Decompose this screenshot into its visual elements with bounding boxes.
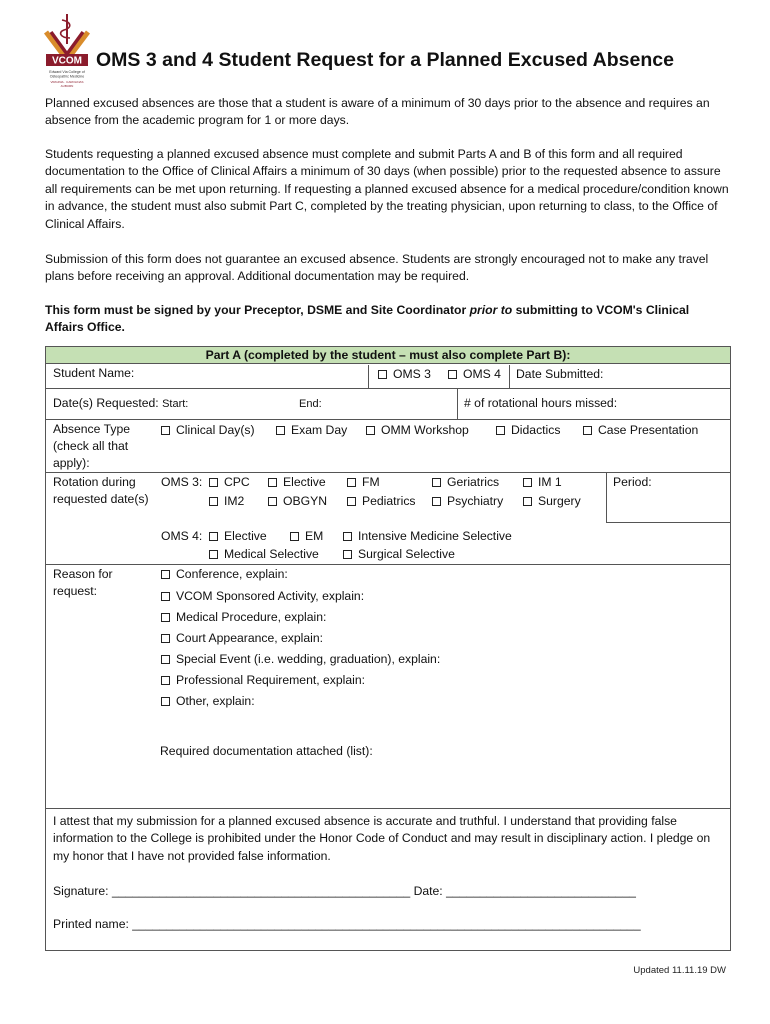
checkbox-icon — [268, 497, 277, 506]
rotation-obgyn-checkbox[interactable]: OBGYN — [268, 493, 327, 510]
rotation-surgery-checkbox[interactable]: Surgery — [523, 493, 581, 510]
svg-text:AUBURN: AUBURN — [60, 84, 74, 88]
checkbox-icon — [209, 497, 218, 506]
oms3-checkbox[interactable]: OMS 3 — [378, 366, 431, 383]
checkbox-icon — [496, 426, 505, 435]
checkbox-icon — [161, 676, 170, 685]
svg-text:Edward Via College of: Edward Via College of — [49, 70, 85, 74]
checkbox-icon — [583, 426, 592, 435]
absence-case-presentation-checkbox[interactable]: Case Presentation — [583, 422, 698, 439]
rotation-surgical-selective-checkbox[interactable]: Surgical Selective — [343, 546, 455, 563]
reason-medical-procedure-checkbox[interactable]: Medical Procedure, explain: — [161, 609, 326, 626]
period-label: Period: — [613, 475, 652, 489]
reason-vcom-activity-checkbox[interactable]: VCOM Sponsored Activity, explain: — [161, 588, 364, 605]
printed-name-line[interactable]: Printed name: ___________________________________________________________________________ — [53, 917, 641, 931]
oms3-rotation-label: OMS 3: — [161, 475, 203, 489]
rotation-psychiatry-checkbox[interactable]: Psychiatry — [432, 493, 503, 510]
signature-line[interactable]: Signature: ____________________________________________ Date: ____________________________ — [53, 884, 636, 898]
checkbox-icon — [161, 613, 170, 622]
checkbox-icon — [366, 426, 375, 435]
checkbox-icon — [161, 634, 170, 643]
oms4-checkbox[interactable]: OMS 4 — [448, 366, 501, 383]
rotation-geriatrics-checkbox[interactable]: Geriatrics — [432, 474, 499, 491]
signing-note: This form must be signed by your Preceptor, DSME and Site Coordinator prior to submitting to VCOM's Clinical Affairs Office. — [45, 303, 690, 335]
intro-paragraph-3: Submission of this form does not guarantee an excused absence. Students are strongly encouraged not to make any travel plans before receiving an approval. Additional documentation may be required. — [45, 252, 709, 284]
reason-conference-checkbox[interactable]: Conference, explain: — [161, 566, 288, 583]
hours-missed-label: # of rotational hours missed: — [464, 396, 618, 410]
rotation-label: Rotation during requested date(s) — [53, 475, 149, 506]
checkbox-icon — [523, 478, 532, 487]
rotation-im1-checkbox[interactable]: IM 1 — [523, 474, 562, 491]
checkbox-icon — [276, 426, 285, 435]
absence-type-label: Absence Type (check all that apply): — [53, 422, 131, 470]
reason-special-event-checkbox[interactable]: Special Event (i.e. wedding, graduation), explain: — [161, 651, 440, 668]
checkbox-icon — [347, 497, 356, 506]
checkbox-icon — [209, 478, 218, 487]
checkbox-icon — [209, 532, 218, 541]
svg-text:VCOM: VCOM — [52, 55, 82, 67]
svg-text:Osteopathic Medicine: Osteopathic Medicine — [49, 74, 85, 79]
checkbox-icon — [343, 550, 352, 559]
checkbox-icon — [432, 478, 441, 487]
absence-omm-workshop-checkbox[interactable]: OMM Workshop — [366, 422, 469, 439]
part-a-form — [45, 346, 731, 951]
svg-text:VIRGINIA · CAROLINAS: VIRGINIA · CAROLINAS — [50, 80, 84, 84]
absence-exam-day-checkbox[interactable]: Exam Day — [276, 422, 347, 439]
checkbox-icon — [209, 550, 218, 559]
checkbox-icon — [161, 697, 170, 706]
checkbox-icon — [268, 478, 277, 487]
end-label: End: — [299, 398, 322, 410]
intro-paragraph-1: Planned excused absences are those that a student is aware of a minimum of 30 days prior to the absence and requires an absence from the academic program for 1 or more days. — [45, 96, 710, 128]
rotation-pediatrics-checkbox[interactable]: Pediatrics — [347, 493, 416, 510]
page-title: OMS 3 and 4 Student Request for a Planned Excused Absence — [96, 49, 674, 71]
rotation-intensive-medicine-checkbox[interactable]: Intensive Medicine Selective — [343, 528, 512, 545]
required-docs-label: Required documentation attached (list): — [160, 744, 373, 758]
checkbox-icon — [161, 570, 170, 579]
rotation-im2-checkbox[interactable]: IM2 — [209, 493, 244, 510]
absence-didactics-checkbox[interactable]: Didactics — [496, 422, 560, 439]
checkbox-icon — [290, 532, 299, 541]
checkbox-icon — [161, 426, 170, 435]
reason-court-appearance-checkbox[interactable]: Court Appearance, explain: — [161, 630, 323, 647]
part-a-header: Part A (completed by the student – must also complete Part B): — [46, 347, 730, 364]
checkbox-icon — [378, 370, 387, 379]
checkbox-icon — [343, 532, 352, 541]
rotation-fm-checkbox[interactable]: FM — [347, 474, 380, 491]
rotation-medical-selective-checkbox[interactable]: Medical Selective — [209, 546, 319, 563]
checkbox-icon — [161, 655, 170, 664]
updated-footer: Updated 11.11.19 DW — [633, 965, 726, 976]
checkbox-icon — [432, 497, 441, 506]
checkbox-icon — [347, 478, 356, 487]
checkbox-icon — [523, 497, 532, 506]
reason-professional-requirement-checkbox[interactable]: Professional Requirement, explain: — [161, 672, 365, 689]
rotation-oms4-elective-checkbox[interactable]: Elective — [209, 528, 267, 545]
checkbox-icon — [161, 592, 170, 601]
rotation-cpc-checkbox[interactable]: CPC — [209, 474, 250, 491]
student-name-label: Student Name: — [53, 366, 135, 380]
reason-other-checkbox[interactable]: Other, explain: — [161, 693, 255, 710]
vcom-logo — [42, 10, 92, 90]
intro-paragraph-2: Students requesting a planned excused absence must complete and submit Parts A and B of this form and all required documentation to the Office of Clinical Affairs a minimum of 30 days (when possible) prior to the requested absence to assure all requirements can be met upon returning. If requesting a planned excused absence for a medical procedure/condition known in advance, the student must also submit Part C, completed by the treating physician, upon returning to class, to the Office of Clinical Affairs. — [45, 147, 729, 231]
dates-requested-label: Date(s) Requested: Start: — [53, 396, 189, 410]
rotation-elective-checkbox[interactable]: Elective — [268, 474, 326, 491]
absence-clinical-day-checkbox[interactable]: Clinical Day(s) — [161, 422, 255, 439]
rotation-em-checkbox[interactable]: EM — [290, 528, 323, 545]
checkbox-icon — [448, 370, 457, 379]
reason-label: Reason for request: — [53, 567, 113, 598]
attestation-text: I attest that my submission for a planned excused absence is accurate and truthful. I understand that providing false information to the College is prohibited under the Honor Code of Conduct and may result in disciplinary action. I pledge on my honor that I have not provided false information. — [53, 814, 711, 863]
date-submitted-label: Date Submitted: — [516, 367, 604, 381]
oms4-rotation-label: OMS 4: — [161, 529, 203, 543]
